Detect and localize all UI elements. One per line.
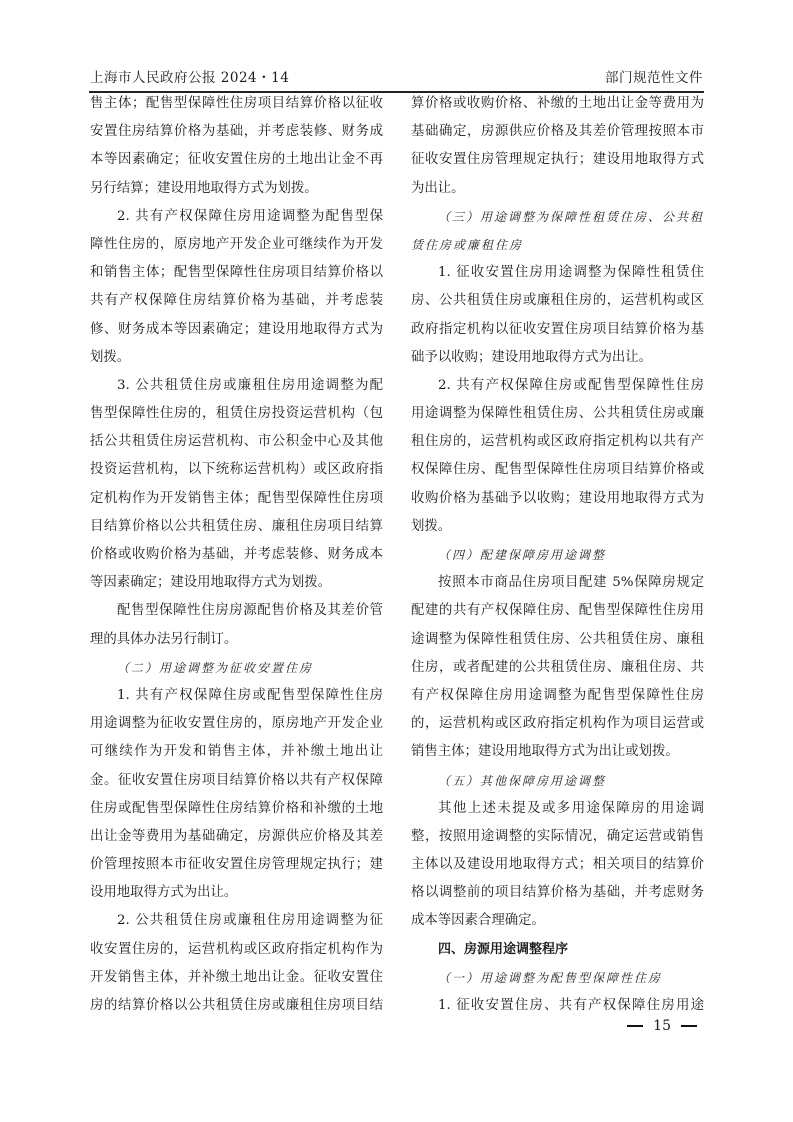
text-line: 价管理按照本市征收安置住房管理规定执行；建 [90, 857, 383, 873]
section-heading-line: （三）用途调整为保障性租赁住房、公共租 [438, 209, 705, 224]
text-line: 租住房的，运营机构或区政府指定机构以共有产 [411, 434, 704, 450]
page-number-text: 15 [653, 1018, 671, 1034]
running-header-journal: 上海市人民政府公报 2024・14 [90, 70, 290, 86]
text-line: 金。征收安置住房项目结算价格以共有产权保障 [90, 772, 383, 788]
dash-right [681, 1025, 697, 1027]
text-line: 设用地取得方式为出让。 [90, 885, 238, 901]
text-line: 理的具体办法另行制订。 [90, 631, 238, 647]
text-line: 销售主体；建设用地取得方式为出让或划拨。 [411, 744, 679, 760]
text-line: 为出让。 [411, 180, 465, 196]
text-line: 基础确定，房源供应价格及其差价管理按照本市 [411, 124, 704, 140]
text-line: 等因素确定；建设用地取得方式为划拨。 [90, 575, 332, 591]
section-heading-line: 四、房源用途调整程序 [438, 941, 569, 957]
text-line: 征收安置住房管理规定执行；建设用地取得方式 [411, 152, 704, 168]
section-heading-line: （四）配建保障房用途调整 [438, 548, 607, 562]
text-line: 其他上述未提及或多用途保障房的用途调 [438, 800, 704, 816]
section-heading-line: （五）其他保障房用途调整 [438, 773, 607, 788]
right-text-column [411, 90, 704, 1020]
text-line: 整，按照用途调整的实际情况，确定运营或销售 [411, 828, 704, 844]
text-line: 1. 共有产权保障住房或配售型保障性住房 [117, 687, 383, 703]
text-line: 础予以收购；建设用地取得方式为出让。 [411, 349, 653, 365]
text-line: 目结算价格以公共租赁住房、廉租住房项目结算 [90, 518, 383, 534]
text-line: 配建的共有产权保障住房、配售型保障性住房用 [411, 603, 704, 619]
text-line: 2. 共有产权保障住房或配售型保障性住房 [438, 377, 704, 393]
text-line: 政府指定机构以征收安置住房项目结算价格为基 [411, 321, 704, 337]
dash-left [627, 1025, 643, 1027]
running-header-section: 部门规范性文件 [605, 70, 703, 86]
text-line: 途调整为保障性租赁住房、公共租赁住房、廉租 [411, 631, 704, 647]
text-line: 收购价格为基础予以收购；建设用地取得方式为 [411, 490, 704, 506]
text-line: 售主体；配售型保障性住房项目结算价格以征收 [90, 96, 383, 111]
text-line: 的，运营机构或区政府指定机构作为项目运营或 [411, 716, 704, 732]
text-line: 住房，或者配建的公共租赁住房、廉租住房、共 [411, 659, 704, 675]
text-line: 修、财务成本等因素确定；建设用地取得方式为 [90, 321, 383, 337]
text-line: 主体以及建设用地取得方式；相关项目的结算价 [411, 857, 704, 873]
text-line: 算价格或收购价格、补缴的土地出让金等费用为 [411, 96, 704, 111]
text-line: 本等因素确定；征收安置住房的土地出让金不再 [90, 152, 383, 168]
text-line: 投资运营机构，以下统称运营机构）或区政府指 [90, 462, 383, 478]
text-line: 另行结算；建设用地取得方式为划拨。 [90, 180, 318, 196]
text-line: 开发销售主体，并补缴土地出让金。征收安置住 [90, 969, 383, 985]
text-line: 定机构作为开发销售主体；配售型保障性住房项 [90, 490, 383, 506]
page-number [627, 1018, 697, 1034]
text-line: 收安置住房的，运营机构或区政府指定机构作为 [90, 941, 383, 957]
text-line: 和销售主体；配售型保障性住房项目结算价格以 [90, 265, 383, 281]
text-line: 房、公共租赁住房或廉租住房的，运营机构或区 [411, 293, 704, 309]
text-line: 括公共租赁住房运营机构、市公积金中心及其他 [90, 434, 383, 450]
text-line: 有产权保障住房用途调整为配售型保障性住房 [411, 687, 704, 703]
text-line: 住房或配售型保障性住房结算价格和补缴的土地 [90, 800, 383, 816]
text-line: 权保障住房、配售型保障性住房项目结算价格或 [411, 462, 704, 478]
text-line: 划拨。 [90, 349, 131, 365]
text-line: 售型保障性住房的，租赁住房投资运营机构（包 [90, 406, 383, 422]
left-text-column [90, 90, 383, 1020]
text-line: 用途调整为征收安置住房的，原房地产开发企业 [90, 716, 383, 732]
text-line: 2. 共有产权保障住房用途调整为配售型保 [117, 208, 383, 224]
section-heading-line: （一）用途调整为配售型保障性住房 [438, 970, 663, 985]
section-heading-line: （二）用途调整为征收安置住房 [117, 660, 314, 675]
text-line: 格以调整前的项目结算价格为基础，并考虑财务 [411, 885, 704, 901]
text-line: 房的结算价格以公共租赁住房或廉租住房项目结 [90, 998, 383, 1013]
text-line: 价格或收购价格为基础，并考虑装修、财务成本 [90, 547, 383, 562]
text-line: 按照本市商品住房项目配建 5%保障房规定 [438, 575, 704, 591]
text-line: 成本等因素合理确定。 [411, 913, 545, 929]
text-line: 可继续作为开发和销售主体，并补缴土地出让 [90, 744, 383, 760]
text-line: 出让金等费用为基础确定，房源供应价格及其差 [90, 828, 383, 844]
text-line: 用途调整为保障性租赁住房、公共租赁住房或廉 [411, 406, 704, 422]
text-line: 1. 征收安置住房用途调整为保障性租赁住 [438, 265, 704, 281]
text-line: 共有产权保障住房结算价格为基础，并考虑装 [90, 293, 383, 309]
text-line: 障性住房的，原房地产开发企业可继续作为开发 [90, 236, 383, 252]
text-line: 3. 公共租赁住房或廉租住房用途调整为配 [117, 377, 383, 393]
text-line: 划拨。 [411, 518, 452, 534]
text-line: 2. 公共租赁住房或廉租住房用途调整为征 [117, 913, 383, 929]
section-heading-line: 赁住房或廉租住房 [411, 237, 524, 252]
text-line: 安置住房结算价格为基础，并考虑装修、财务成 [90, 124, 383, 140]
text-line: 1. 征收安置住房、共有产权保障住房用途 [438, 998, 704, 1013]
text-line: 配售型保障性住房房源配售价格及其差价管 [117, 603, 383, 619]
